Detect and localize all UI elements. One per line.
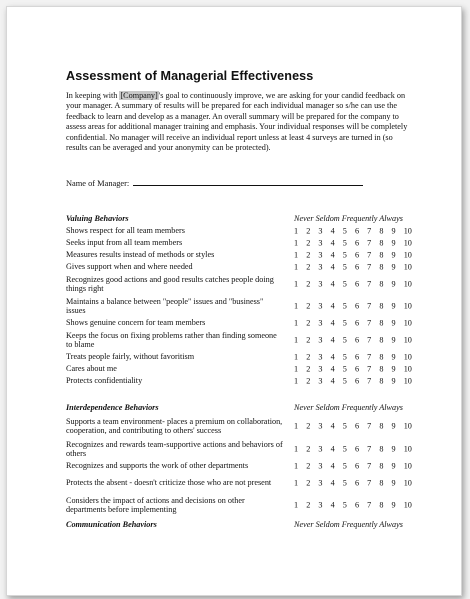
rating-option[interactable]: 9 bbox=[391, 335, 396, 345]
rating-option[interactable]: 6 bbox=[354, 335, 360, 345]
rating-option[interactable]: 7 bbox=[367, 478, 372, 488]
intro-text-after: 's goal to continuously improve, we are asking for your candid feedback on your manager. A summary of results will be prepared for each individual manager so s/he can use the feedback to learn and develop as a manager. An overall summary will be prepared for the company to assess areas for additional manager training and emphasis. Your individual responses will be completely confidential. No manager will receive an individual report unless at least 4 surveys are turned in (so results can be averaged and your anonymity can be protected). bbox=[66, 91, 408, 153]
rating-option[interactable]: 3 bbox=[318, 335, 323, 345]
page-title: Assessment of Managerial Effectiveness bbox=[66, 69, 314, 83]
question-row bbox=[66, 460, 416, 472]
rating-option[interactable]: 8 bbox=[379, 279, 384, 289]
rating-options bbox=[294, 238, 412, 247]
rating-option[interactable]: 8 bbox=[379, 250, 384, 260]
rating-option[interactable]: 7 bbox=[367, 421, 372, 431]
rating-option[interactable]: 10 bbox=[403, 335, 412, 345]
rating-option[interactable]: 1 bbox=[294, 238, 299, 248]
rating-options bbox=[294, 318, 412, 327]
rating-option[interactable]: 3 bbox=[318, 376, 323, 386]
question-text: Gives support when and where needed bbox=[66, 262, 193, 272]
rating-options bbox=[294, 478, 412, 487]
rating-option[interactable]: 8 bbox=[379, 226, 384, 236]
rating-option[interactable]: 8 bbox=[379, 444, 384, 454]
rating-option[interactable]: 8 bbox=[379, 461, 384, 471]
rating-option[interactable]: 9 bbox=[391, 500, 396, 510]
rating-option[interactable]: 3 bbox=[318, 352, 323, 362]
section-header bbox=[66, 520, 416, 530]
rating-option[interactable]: 2 bbox=[306, 335, 311, 345]
question-row bbox=[66, 317, 416, 329]
section-header bbox=[66, 403, 416, 413]
rating-option[interactable]: 9 bbox=[391, 478, 396, 488]
manager-name-label: Name of Manager: bbox=[66, 179, 130, 188]
question-text: Maintains a balance between "people" issues and "business" issues bbox=[66, 296, 264, 315]
rating-option[interactable]: 2 bbox=[306, 376, 311, 386]
rating-option[interactable]: 3 bbox=[318, 301, 323, 311]
document-page bbox=[6, 6, 462, 596]
rating-option[interactable]: 5 bbox=[342, 301, 347, 311]
rating-option[interactable]: 8 bbox=[379, 238, 384, 248]
rating-option[interactable]: 5 bbox=[342, 478, 347, 488]
rating-option[interactable]: 9 bbox=[391, 318, 396, 328]
question-row bbox=[66, 261, 416, 273]
question-text: Recognizes and rewards team-supportive actions and behaviors of others bbox=[66, 439, 283, 458]
rating-scale-header: Never Seldom Frequently Always bbox=[294, 214, 403, 223]
rating-option[interactable]: 6 bbox=[354, 478, 360, 488]
rating-option[interactable]: 8 bbox=[379, 262, 384, 272]
rating-option[interactable]: 1 bbox=[294, 352, 299, 362]
question-row bbox=[66, 494, 416, 516]
rating-option[interactable]: 3 bbox=[318, 500, 323, 510]
rating-option[interactable]: 7 bbox=[367, 335, 372, 345]
question-row bbox=[66, 273, 416, 295]
rating-option[interactable]: 4 bbox=[330, 301, 335, 311]
rating-option[interactable]: 6 bbox=[354, 352, 360, 362]
rating-option[interactable]: 2 bbox=[306, 461, 311, 471]
rating-option[interactable]: 6 bbox=[354, 250, 360, 260]
rating-option[interactable]: 5 bbox=[342, 444, 347, 454]
question-row bbox=[66, 351, 416, 363]
rating-option[interactable]: 1 bbox=[294, 262, 299, 272]
rating-option[interactable]: 4 bbox=[330, 250, 335, 260]
rating-option[interactable]: 3 bbox=[318, 250, 323, 260]
rating-option[interactable]: 7 bbox=[367, 500, 372, 510]
rating-option[interactable]: 3 bbox=[318, 444, 323, 454]
rating-option[interactable]: 6 bbox=[354, 376, 360, 386]
rating-option[interactable]: 6 bbox=[354, 500, 360, 510]
rating-option[interactable]: 1 bbox=[294, 376, 299, 386]
rating-option[interactable]: 8 bbox=[379, 364, 384, 374]
question-row bbox=[66, 472, 416, 494]
rating-option[interactable]: 1 bbox=[294, 364, 299, 374]
rating-option[interactable]: 3 bbox=[318, 461, 323, 471]
rating-options bbox=[294, 364, 412, 373]
rating-option[interactable]: 9 bbox=[391, 461, 396, 471]
rating-options bbox=[294, 301, 412, 310]
rating-option[interactable]: 4 bbox=[330, 279, 335, 289]
rating-option[interactable]: 6 bbox=[354, 461, 360, 471]
question-row bbox=[66, 363, 416, 375]
rating-option[interactable]: 4 bbox=[330, 318, 335, 328]
rating-option[interactable]: 5 bbox=[342, 262, 347, 272]
rating-option[interactable]: 5 bbox=[342, 364, 347, 374]
question-row bbox=[66, 414, 416, 438]
rating-option[interactable]: 8 bbox=[379, 421, 384, 431]
question-row bbox=[66, 375, 416, 387]
rating-option[interactable]: 6 bbox=[354, 318, 360, 328]
rating-option[interactable]: 1 bbox=[294, 226, 299, 236]
rating-scale-header: Never Seldom Frequently Always bbox=[294, 403, 403, 412]
question-text: Supports a team environment- places a premium on collaboration, cooperation, and contributing to others' success bbox=[66, 416, 283, 435]
rating-option[interactable]: 1 bbox=[294, 250, 299, 260]
question-row bbox=[66, 438, 416, 460]
question-text: Keeps the focus on fixing problems rather than finding someone to blame bbox=[66, 330, 277, 349]
rating-option[interactable]: 6 bbox=[354, 421, 360, 431]
question-row bbox=[66, 225, 416, 237]
rating-option[interactable]: 9 bbox=[391, 352, 396, 362]
question-text: Shows respect for all team members bbox=[66, 226, 185, 236]
rating-options bbox=[294, 352, 412, 361]
rating-option[interactable]: 6 bbox=[354, 279, 360, 289]
rating-option[interactable]: 2 bbox=[306, 421, 311, 431]
rating-option[interactable]: 6 bbox=[354, 226, 360, 236]
rating-option[interactable]: 8 bbox=[379, 335, 384, 345]
rating-option[interactable]: 1 bbox=[294, 318, 299, 328]
section-title: Communication Behaviors bbox=[66, 520, 157, 529]
rating-option[interactable]: 10 bbox=[403, 444, 412, 454]
rating-option[interactable]: 9 bbox=[391, 376, 396, 386]
rating-option[interactable]: 8 bbox=[379, 500, 384, 510]
rating-option[interactable]: 4 bbox=[330, 478, 335, 488]
rating-option[interactable]: 4 bbox=[330, 364, 335, 374]
rating-option[interactable]: 8 bbox=[379, 478, 384, 488]
question-text: Protects the absent - doesn't criticize those who are not present bbox=[66, 478, 272, 488]
rating-option[interactable]: 10 bbox=[403, 226, 412, 236]
rating-option[interactable]: 2 bbox=[306, 500, 311, 510]
rating-option[interactable]: 8 bbox=[379, 376, 384, 386]
rating-option[interactable]: 8 bbox=[379, 318, 384, 328]
rating-option[interactable]: 6 bbox=[354, 444, 360, 454]
rating-option[interactable]: 2 bbox=[306, 444, 311, 454]
rating-option[interactable]: 3 bbox=[318, 279, 323, 289]
rating-option[interactable]: 4 bbox=[330, 444, 335, 454]
section-header bbox=[66, 214, 416, 224]
rating-option[interactable]: 5 bbox=[342, 500, 347, 510]
section-title: Valuing Behaviors bbox=[66, 214, 129, 223]
rating-option[interactable]: 4 bbox=[330, 421, 335, 431]
rating-option[interactable]: 7 bbox=[367, 250, 372, 260]
rating-option[interactable]: 10 bbox=[403, 301, 412, 311]
rating-option[interactable]: 10 bbox=[403, 279, 412, 289]
rating-option[interactable]: 10 bbox=[403, 352, 412, 362]
rating-option[interactable]: 5 bbox=[342, 421, 347, 431]
rating-option[interactable]: 9 bbox=[391, 226, 396, 236]
rating-option[interactable]: 9 bbox=[391, 444, 396, 454]
rating-option[interactable]: 1 bbox=[294, 461, 299, 471]
question-row bbox=[66, 295, 416, 317]
rating-option[interactable]: 7 bbox=[367, 279, 372, 289]
rating-option[interactable]: 2 bbox=[306, 262, 311, 272]
rating-option[interactable]: 7 bbox=[367, 376, 372, 386]
rating-option[interactable]: 2 bbox=[306, 250, 311, 260]
question-text: Shows genuine concern for team members bbox=[66, 318, 206, 328]
rating-option[interactable]: 2 bbox=[306, 279, 311, 289]
rating-option[interactable]: 2 bbox=[306, 478, 311, 488]
rating-option[interactable]: 1 bbox=[294, 279, 299, 289]
question-text: Treats people fairly, without favoritism bbox=[66, 352, 195, 362]
question-text: Cares about me bbox=[66, 364, 117, 374]
rating-option[interactable]: 1 bbox=[294, 421, 299, 431]
rating-option[interactable]: 4 bbox=[330, 226, 335, 236]
question-text: Recognizes and supports the work of other departments bbox=[66, 461, 249, 471]
rating-option[interactable]: 7 bbox=[367, 444, 372, 454]
rating-option[interactable]: 10 bbox=[403, 250, 412, 260]
rating-option[interactable]: 10 bbox=[403, 364, 412, 374]
rating-option[interactable]: 4 bbox=[330, 376, 335, 386]
rating-option[interactable]: 2 bbox=[306, 364, 311, 374]
question-text: Recognizes good actions and good results catches people doing things right bbox=[66, 274, 274, 293]
company-placeholder[interactable]: [Company] bbox=[120, 91, 158, 100]
rating-option[interactable]: 3 bbox=[318, 478, 323, 488]
rating-option[interactable]: 4 bbox=[330, 461, 335, 471]
rating-option[interactable]: 1 bbox=[294, 478, 299, 488]
rating-option[interactable]: 5 bbox=[342, 226, 347, 236]
rating-option[interactable]: 7 bbox=[367, 301, 372, 311]
rating-option[interactable]: 5 bbox=[342, 335, 347, 345]
rating-option[interactable]: 2 bbox=[306, 352, 311, 362]
manager-name-field bbox=[66, 177, 363, 188]
rating-option[interactable]: 10 bbox=[403, 421, 412, 431]
rating-option[interactable]: 6 bbox=[354, 238, 360, 248]
rating-option[interactable]: 6 bbox=[354, 364, 360, 374]
rating-option[interactable]: 10 bbox=[403, 478, 412, 488]
rating-option[interactable]: 4 bbox=[330, 500, 335, 510]
rating-options bbox=[294, 250, 412, 259]
rating-option[interactable]: 7 bbox=[367, 238, 372, 248]
rating-option[interactable]: 10 bbox=[403, 238, 412, 248]
rating-option[interactable]: 10 bbox=[403, 500, 412, 510]
rating-option[interactable]: 2 bbox=[306, 301, 311, 311]
rating-options bbox=[294, 376, 412, 385]
rating-option[interactable]: 7 bbox=[367, 262, 372, 272]
rating-option[interactable]: 5 bbox=[342, 238, 347, 248]
rating-option[interactable]: 3 bbox=[318, 262, 323, 272]
rating-option[interactable]: 3 bbox=[318, 226, 323, 236]
rating-option[interactable]: 6 bbox=[354, 301, 360, 311]
rating-option[interactable]: 7 bbox=[367, 461, 372, 471]
section-communication bbox=[66, 520, 416, 531]
rating-option[interactable]: 10 bbox=[403, 376, 412, 386]
rating-option[interactable]: 2 bbox=[306, 238, 311, 248]
rating-option[interactable]: 8 bbox=[379, 352, 384, 362]
rating-option[interactable]: 4 bbox=[330, 262, 335, 272]
rating-option[interactable]: 3 bbox=[318, 238, 323, 248]
rating-option[interactable]: 6 bbox=[354, 262, 360, 272]
rating-option[interactable]: 10 bbox=[403, 262, 412, 272]
rating-scale-header: Never Seldom Frequently Always bbox=[294, 520, 403, 529]
rating-option[interactable]: 5 bbox=[342, 352, 347, 362]
rating-option[interactable]: 9 bbox=[391, 301, 396, 311]
rating-option[interactable]: 10 bbox=[403, 318, 412, 328]
rating-options bbox=[294, 226, 412, 235]
rating-option[interactable]: 1 bbox=[294, 500, 299, 510]
rating-option[interactable]: 10 bbox=[403, 461, 412, 471]
question-text: Measures results instead of methods or styles bbox=[66, 250, 215, 260]
rating-options bbox=[294, 500, 412, 509]
question-row bbox=[66, 329, 416, 351]
rating-option[interactable]: 4 bbox=[330, 238, 335, 248]
rating-option[interactable]: 9 bbox=[391, 279, 396, 289]
rating-option[interactable]: 9 bbox=[391, 250, 396, 260]
rating-option[interactable]: 1 bbox=[294, 444, 299, 454]
rating-option[interactable]: 5 bbox=[342, 318, 347, 328]
question-row bbox=[66, 237, 416, 249]
rating-options bbox=[294, 461, 412, 470]
rating-option[interactable]: 2 bbox=[306, 318, 311, 328]
rating-option[interactable]: 5 bbox=[342, 376, 347, 386]
rating-options bbox=[294, 444, 412, 453]
question-row bbox=[66, 249, 416, 261]
section-title: Interdependence Behaviors bbox=[66, 403, 159, 412]
rating-option[interactable]: 5 bbox=[342, 461, 347, 471]
rating-option[interactable]: 4 bbox=[330, 352, 335, 362]
rating-option[interactable]: 9 bbox=[391, 262, 396, 272]
rating-option[interactable]: 5 bbox=[342, 250, 347, 260]
intro-paragraph bbox=[66, 91, 416, 153]
rating-options bbox=[294, 421, 412, 430]
intro-text-before: In keeping with bbox=[66, 91, 120, 100]
rating-option[interactable]: 3 bbox=[318, 421, 323, 431]
question-text: Protects confidentiality bbox=[66, 376, 143, 386]
rating-option[interactable]: 7 bbox=[367, 226, 372, 236]
rating-option[interactable]: 7 bbox=[367, 352, 372, 362]
rating-option[interactable]: 8 bbox=[379, 301, 384, 311]
question-text: Seeks input from all team members bbox=[66, 238, 183, 248]
section-valuing bbox=[66, 214, 416, 387]
rating-option[interactable]: 9 bbox=[391, 238, 396, 248]
rating-option[interactable]: 4 bbox=[330, 335, 335, 345]
rating-option[interactable]: 3 bbox=[318, 318, 323, 328]
rating-options bbox=[294, 335, 412, 344]
rating-option[interactable]: 5 bbox=[342, 279, 347, 289]
rating-option[interactable]: 3 bbox=[318, 364, 323, 374]
rating-option[interactable]: 1 bbox=[294, 301, 299, 311]
rating-option[interactable]: 9 bbox=[391, 421, 396, 431]
rating-option[interactable]: 2 bbox=[306, 226, 311, 236]
rating-options bbox=[294, 262, 412, 271]
rating-option[interactable]: 9 bbox=[391, 364, 396, 374]
section-interdependence bbox=[66, 403, 416, 516]
rating-option[interactable]: 7 bbox=[367, 364, 372, 374]
rating-option[interactable]: 1 bbox=[294, 335, 299, 345]
rating-option[interactable]: 7 bbox=[367, 318, 372, 328]
manager-name-line[interactable] bbox=[133, 177, 363, 186]
question-text: Considers the impact of actions and decisions on other departments before implementing bbox=[66, 495, 245, 514]
rating-options bbox=[294, 279, 412, 288]
